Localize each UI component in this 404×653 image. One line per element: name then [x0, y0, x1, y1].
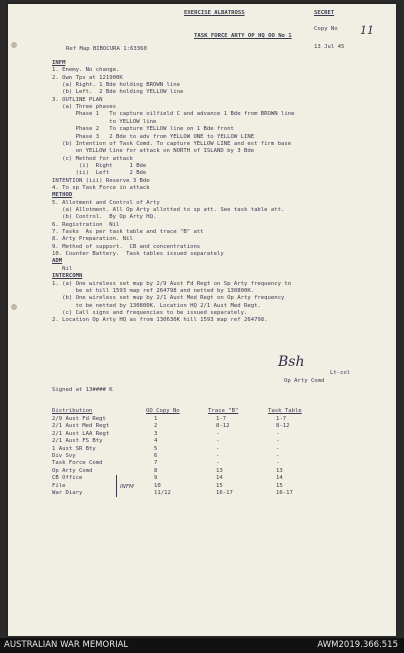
- distribution-cell: -: [216, 438, 220, 445]
- distribution-cell: 8-12: [216, 423, 230, 430]
- order-line: be at hill 1593 map ref 264798 and netted by 130800K.: [52, 287, 255, 294]
- distribution-cell: -: [276, 430, 280, 437]
- punch-hole: [11, 304, 17, 310]
- distribution-cell: 10: [154, 482, 161, 489]
- distribution-cell: 2/1 Aust LAA Regt: [52, 430, 110, 437]
- order-line: (b) Left. 2 Bde holding YELLOW line: [52, 89, 184, 96]
- distribution-cell: -: [276, 453, 280, 459]
- distribution-cell: 8: [154, 467, 158, 474]
- distribution-cell: 3: [154, 430, 158, 437]
- order-line: 2. Own Tps at 121900K: [52, 74, 123, 81]
- archive-footer: [0, 638, 404, 653]
- order-line: to be netted by 130800K. Location HQ 2/1 Aust Med Regt.: [52, 302, 261, 309]
- distribution-cell: 2/1 Aust FS Bty: [52, 438, 103, 445]
- distribution-cell: -: [276, 445, 280, 452]
- order-line: INTENTION (iii) Reserve 3 Bde: [52, 177, 150, 184]
- distribution-cell: 16-17: [276, 490, 293, 496]
- distribution-cell: -: [216, 460, 220, 467]
- order-line: (i) Right 1 Bde: [52, 162, 147, 169]
- order-line: (b) One wireless set mup by 2/1 Aust Med Regt on Op Arty frequency: [52, 295, 285, 302]
- distribution-cell: Task Force Comd: [52, 460, 103, 467]
- distribution-cell: Trace "B": [208, 408, 239, 414]
- order-line: 3. OUTLINE PLAN: [52, 96, 103, 103]
- order-line: Phase 1 To capture oilfield C and advance 1 Bde from BROWN line: [52, 111, 295, 118]
- order-line: Nil: [52, 265, 73, 272]
- distribution-cell: -: [276, 460, 280, 467]
- order-line: 7. Tasks As per task table and trace "B" att: [52, 229, 204, 236]
- security-classification: SECRET: [314, 10, 335, 16]
- order-line: 6. Registration Nil: [52, 221, 120, 228]
- order-line: INTERCOMN: [52, 273, 83, 280]
- order-line: (c) Method for attack: [52, 155, 133, 162]
- document-page: [8, 4, 396, 636]
- distribution-cell: 8-12: [276, 423, 290, 430]
- signature-appointment: Op Arty Comd: [284, 378, 325, 384]
- order-line: INFM: [52, 60, 66, 66]
- order-line: (a) Three phases: [52, 104, 116, 111]
- distribution-cell: -: [216, 430, 220, 437]
- order-line: Phase 3 2 Bde to adv from YELLOW ONE to YELLOW LINE: [52, 133, 255, 140]
- order-line: 8. Arty Preparation. Nil: [52, 236, 133, 243]
- order-date: 13 Jul 45: [314, 44, 345, 50]
- order-line: (ii) Left 2 Bde: [52, 170, 147, 177]
- bracket-mark: [108, 475, 117, 497]
- distribution-cell: 6: [154, 453, 158, 459]
- distribution-cell: 2: [154, 423, 158, 430]
- distribution-cell: 1: [154, 416, 158, 422]
- distribution-cell: Task Table: [268, 408, 302, 414]
- copy-label: Copy No: [314, 26, 338, 32]
- distribution-cell: 13: [276, 467, 283, 474]
- distribution-cell: 16-17: [216, 490, 233, 496]
- distribution-cell: 2/1 Aust Med Regt: [52, 423, 110, 430]
- punch-hole: [11, 42, 17, 48]
- order-line: 1. Enemy. No change.: [52, 67, 120, 74]
- distribution-cell: 13: [216, 467, 223, 474]
- order-title: TASK FORCE ARTY OP HQ OO No 1: [194, 33, 292, 39]
- distribution-cell: 1 Aust SR Bty: [52, 445, 96, 452]
- distribution-cell: Op Arty Comd: [52, 467, 93, 474]
- order-line: ADM: [52, 258, 63, 265]
- order-line: Phase 2 To capture YELLOW line on 1 Bde front: [52, 126, 234, 133]
- distribution-cell: -: [216, 453, 220, 459]
- copy-number: 11: [360, 24, 374, 37]
- distribution-cell: 5: [154, 445, 158, 452]
- order-line: (b) Intention of Task Comd. To capture YELLOW LINE and est firm base: [52, 140, 292, 147]
- order-line: METHOD: [52, 192, 73, 199]
- distribution-cell: 14: [276, 475, 283, 482]
- order-line: 4. To sp Task Force in attack: [52, 184, 150, 191]
- order-line: 9. Method of support. CB and concentrations: [52, 243, 201, 250]
- distribution-cell: War Diary: [52, 490, 83, 496]
- distribution-cell: 2/9 Aust Fd Regt: [52, 416, 106, 422]
- order-line: 10. Counter Battery. Task tables issued separately: [52, 251, 224, 258]
- distribution-cell: 1-7: [216, 416, 227, 422]
- distribution-cell: -: [276, 438, 280, 445]
- signature-rank: Lt-col: [330, 370, 351, 376]
- order-line: (c) Call signs and frequencies to be issued separately.: [52, 309, 248, 316]
- order-line: (a) Allotment. All Op Arty allotted to sp att. See task table att.: [52, 207, 285, 213]
- reference-map: Ref Map BIBOCURA 1:63360: [66, 46, 147, 52]
- signed-at: Signed at 13#### K: [52, 387, 113, 393]
- order-line: (b) Control. By Op Arty HQ.: [52, 214, 157, 221]
- exercise-title: EXERCISE ALBATROSS: [184, 10, 245, 16]
- order-line: 5. Allotment and Control of Arty: [52, 199, 160, 206]
- distribution-cell: CB Office: [52, 475, 83, 482]
- distribution-cell: 15: [276, 482, 283, 489]
- distribution-cell: 15: [216, 482, 223, 489]
- order-line: to YELLOW line: [52, 118, 157, 125]
- distribution-cell: Distribution: [52, 408, 93, 414]
- distribution-cell: -: [216, 445, 220, 452]
- order-line: (a) Right. 1 Bde holding BROWN line: [52, 82, 180, 89]
- distribution-cell: Div Svy: [52, 453, 76, 459]
- distribution-cell: 11/12: [154, 490, 171, 496]
- archive-reference: AWM2019.366.515: [317, 640, 398, 650]
- order-line: on YELLOW line for attack on NORTH of ISLAND by 3 Bde: [52, 148, 255, 155]
- distribution-cell: 7: [154, 460, 158, 467]
- distribution-cell: 1-7: [276, 416, 287, 422]
- distribution-cell: 14: [216, 475, 223, 482]
- handwritten-signature: Bsh: [278, 354, 305, 370]
- distribution-cell: 4: [154, 438, 158, 445]
- archive-name: AUSTRALIAN WAR MEMORIAL: [4, 640, 129, 650]
- order-line: 1. (a) One wireless set mup by 2/9 Aust Fd Regt on Sp Arty frequency to: [52, 280, 292, 287]
- distribution-cell: 9: [154, 475, 158, 482]
- order-line: 2. Location Op Arty HQ as from 130630K hill 1593 map ref 264798.: [52, 317, 268, 324]
- handwritten-note: INFM: [120, 484, 134, 490]
- distribution-cell: File: [52, 482, 66, 489]
- distribution-cell: OO Copy No: [146, 408, 180, 414]
